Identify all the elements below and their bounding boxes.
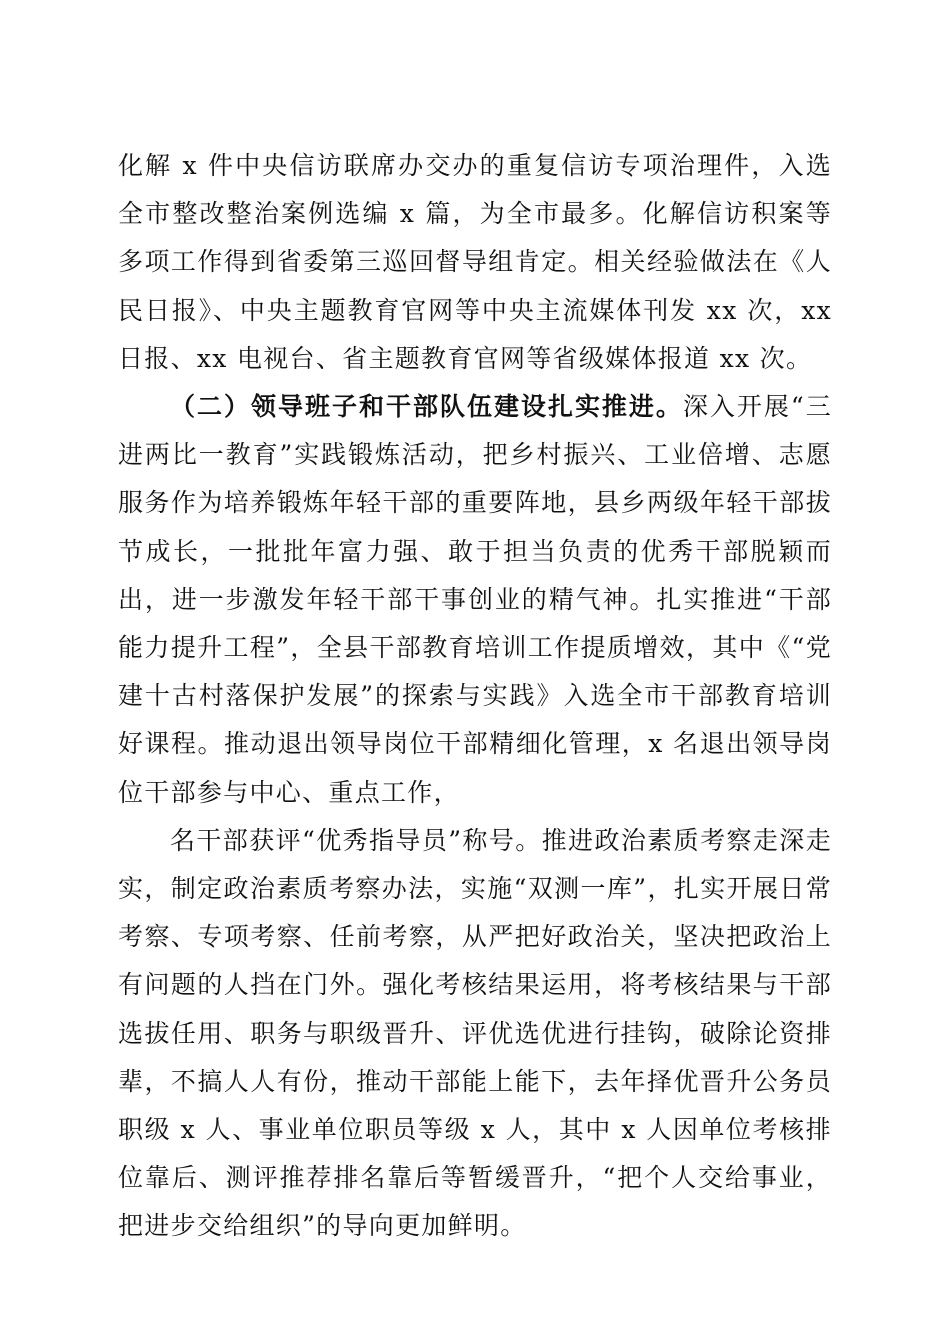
document-body [118,142,832,1251]
paragraph-leadership-team [118,383,832,817]
section-heading: （二）领导班子和干部队伍建设扎实推进。 [170,392,683,422]
paragraph-text: 化解 x 件中央信访联席办交办的重复信访专项治理件，入选全市整改整治案例选编 x 篇，为全市最多。化解信访积案等多项工作得到省委第三巡回督导组肯定。相关经验做法在《人民日报》、中央主题教育官网等中央主流媒体刊发 xx 次，xx 日报、xx 电视台、省主题教育官网等省级媒体报道 xx 次。 [118,151,832,373]
paragraph-text: 名干部获评“优秀指导员”称号。推进政治素质考察走深走实，制定政治素质考察办法，实施“双测一库”，扎实开展日常考察、专项考察、任前考察，从严把好政治关，坚决把政治上有问题的人挡在门外。强化考核结果运用，将考核结果与干部选拔任用、职务与职级晋升、评优选优进行挂钩，破除论资排辈，不搞人人有份，推动干部能上能下，去年择优晋升公务员职级 x 人、事业单位职员等级 x 人，其中 x 人因单位考核排位靠后、测评推荐排名靠后等暂缓晋升，“把个人交给事业，把进步交给组织”的导向更加鲜明。 [118,825,832,1241]
paragraph-petition-results [118,142,832,383]
paragraph-text: 深入开展“三进两比一教育”实践锻炼活动，把乡村振兴、工业倍增、志愿服务作为培养锻炼年轻干部的重要阵地，县乡两级年轻干部拔节成长，一批批年富力强、敢于担当负责的优秀干部脱颖而出，进一步激发年轻干部干事创业的精气神。扎实推进“干部能力提升工程”，全县干部教育培训工作提质增效，其中《“党建十古村落保护发展”的探索与实践》入选全市干部教育培训好课程。推动退出领导岗位干部精细化管理，x 名退出领导岗位干部参与中心、重点工作， [118,392,832,807]
paragraph-cadre-evaluation [118,817,832,1251]
